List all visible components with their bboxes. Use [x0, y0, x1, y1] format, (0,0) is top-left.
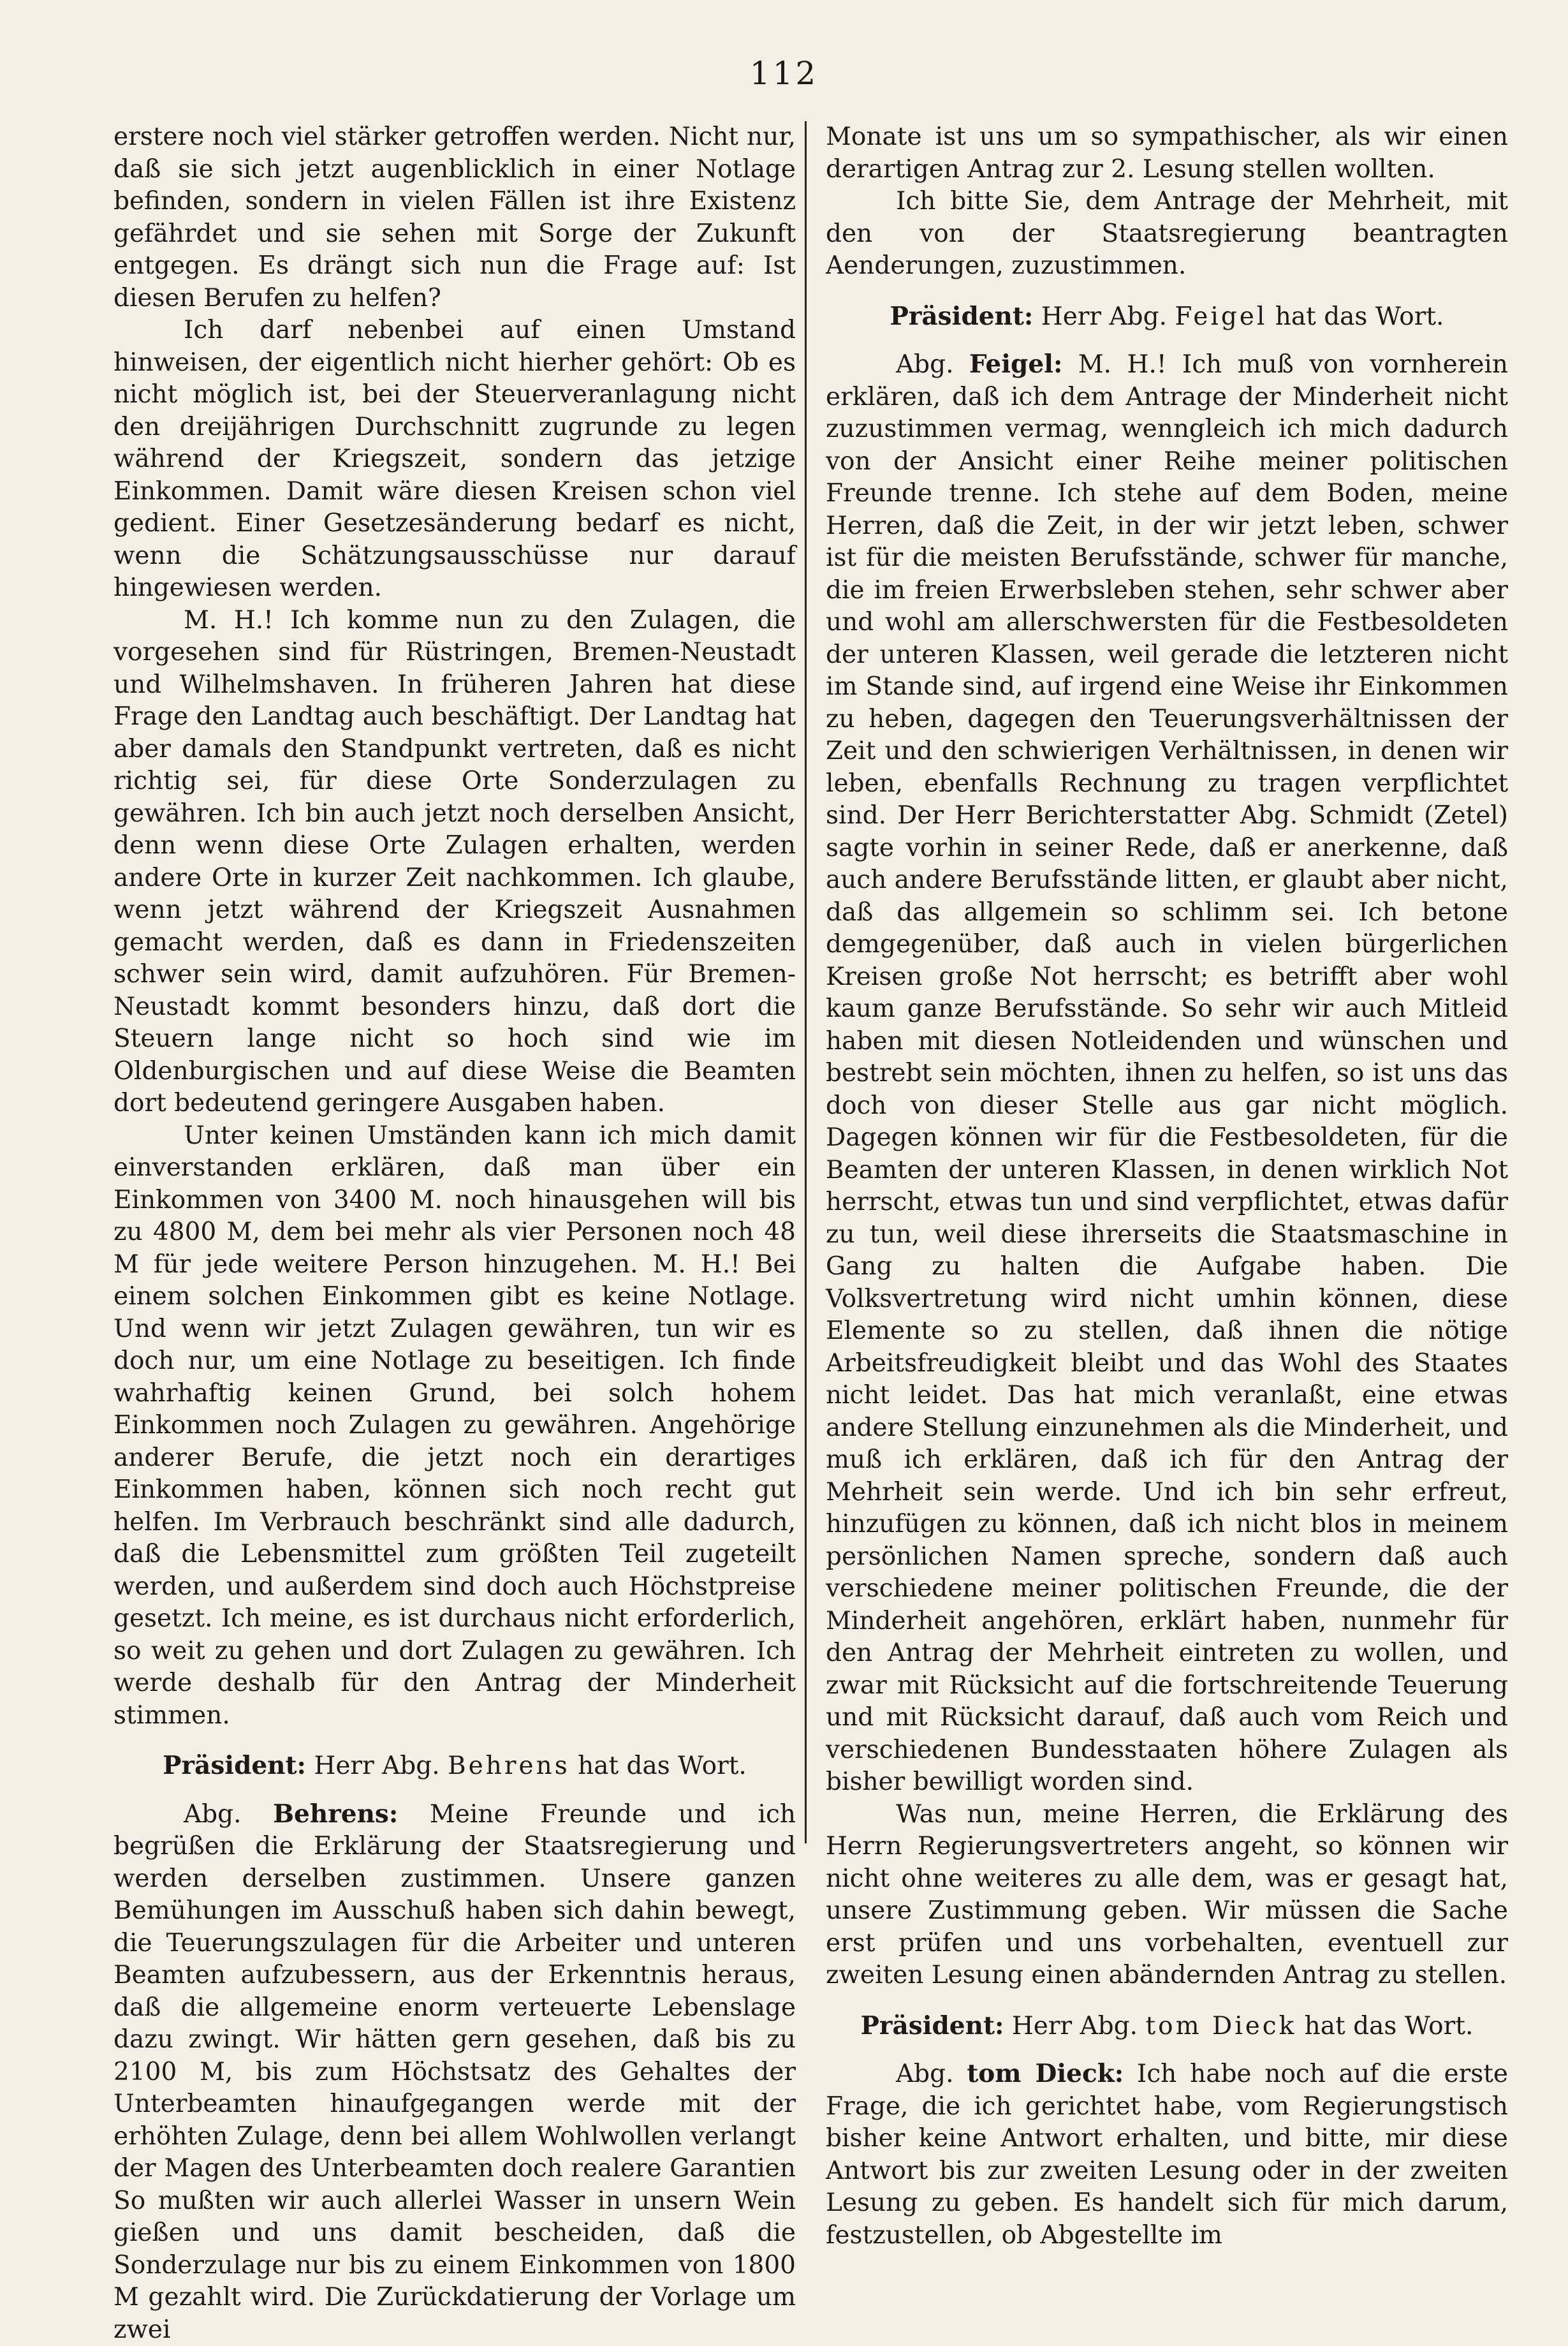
right-column: [826, 121, 1508, 2252]
paragraph: erstere noch viel stärker getroffen werden. Nicht nur, daß sie sich jetzt augenblicklich in einer Notlage befinden, sondern in vielen Fällen ist ihre Existenz gefährdet und sie sehen mit Sorge der Zukunft entgegen. Es drängt sich nun die Frage auf: Ist diesen Berufen zu helfen?: [114, 121, 796, 314]
speaker-announcement: [826, 300, 1508, 334]
speech-speaker-name: Feigel:: [969, 350, 1062, 379]
speaker-tail: hat das Wort.: [1296, 2012, 1473, 2040]
speaker-text: Herr Abg.: [1004, 2012, 1145, 2040]
speaker-announcement: [114, 1750, 796, 1783]
speech-text: Ich habe noch auf die erste Frage, die ich gerichtet habe, vom Regierungstisch bisher keine Antwort erhalten, und bitte, mir diese Antwort bis zur zweiten Lesung oder in der zweiten Lesung zu geben. Es handelt sich für mich darum, festzustellen, ob Abgestellte im: [826, 2060, 1508, 2250]
left-column: [114, 121, 796, 2346]
speech-label: Abg.: [184, 1800, 273, 1829]
column-divider: [805, 121, 807, 1843]
paragraph: Unter keinen Umständen kann ich mich damit einverstanden erklären, daß man über ein Einkommen von 3400 M. noch hinausgehen will bis zu 4800 M, dem bei mehr als vier Personen noch 48 M für jede weitere Person hinzugehen. M. H.! Bei einem solchen Einkommen gibt es keine Notlage. Und wenn wir jetzt Zulagen gewähren, tun wir es doch nur, um eine Notlage zu beseitigen. Ich finde wahrhaftig keinen Grund, bei solch hohem Einkommen noch Zulagen zu gewähren. Angehörige anderer Berufe, die jetzt noch ein derartiges Einkommen haben, können sich noch recht gut helfen. Im Verbrauch beschränkt sind alle dadurch, daß die Lebensmittel zum größten Teil zugeteilt werden, und außerdem sind doch auch Höchstpreise gesetzt. Ich meine, es ist durchaus nicht erforderlich, so weit zu gehen und dort Zulagen zu gewähren. Ich werde deshalb für den Antrag der Minderheit stimmen.: [114, 1120, 796, 1732]
speaker-announcement: [826, 2010, 1508, 2043]
speaker-name: Behrens: [448, 1752, 570, 1780]
speaker-tail: hat das Wort.: [570, 1752, 747, 1780]
speech-paragraph: [826, 348, 1508, 1799]
speech-text: Meine Freunde und ich begrüßen die Erklärung der Staatsregierung und werden derselben zustimmen. Unsere ganzen Bemühungen im Ausschuß haben sich dahin bewegt, die Teuerungszulagen für die Arbeiter und unteren Beamten aufzubessern, aus der Erkenntnis heraus, daß die allgemeine enorm verteuerte Lebenslage dazu zwingt. Wir hätten gern gesehen, daß bis zu 2100 M, bis zum Höchstsatz des Gehaltes der Unterbeamten hinaufgegangen werde mit der erhöhten Zulage, denn bei allem Wohlwollen verlangt der Magen des Unterbeamten doch realere Garantien So mußten wir auch allerlei Wasser in unsern Wein gießen und uns damit bescheiden, daß die Sonderzulage nur bis zu einem Einkommen von 1800 M gezahlt wird. Die Zurückdatierung der Vorlage um zwei: [114, 1800, 796, 2344]
speaker-label: Präsident:: [163, 1751, 306, 1780]
speech-speaker-name: tom Dieck:: [967, 2059, 1124, 2088]
paragraph: Monate ist uns um so sympathischer, als wir einen derartigen Antrag zur 2. Lesung stellen wollten.: [826, 121, 1508, 186]
speaker-name: tom Dieck: [1145, 2012, 1296, 2040]
speaker-tail: hat das Wort.: [1267, 302, 1444, 331]
speech-label: Abg.: [896, 2060, 967, 2088]
speech-text: M. H.! Ich muß von vornherein erklären, daß ich dem Antrage der Minderheit nicht zuzustimmen vermag, wenngleich ich mich dadurch von der Ansicht einer Reihe meiner politischen Freunde trenne. Ich stehe auf dem Boden, meine Herren, daß die Zeit, in der wir jetzt leben, schwer ist für die meisten Berufsstände, schwer für manche, die im freien Erwerbsleben stehen, sehr schwer aber und wohl am allerschwersten für die Festbesoldeten der unteren Klassen, weil gerade die letzteren nicht im Stande sind, auf irgend eine Weise ihr Einkommen zu heben, dagegen den Teuerungsverhältnissen der Zeit und den schwierigen Verhältnissen, in denen wir leben, ebenfalls Rechnung zu tragen verpflichtet sind. Der Herr Berichterstatter Abg. Schmidt (Zetel) sagte vorhin in seiner Rede, daß er anerkenne, daß auch andere Berufsstände litten, er glaubt aber nicht, daß das allgemein so schlimm sei. Ich betone demgegenüber, daß auch in vielen bürgerlichen Kreisen große Not herrscht; es betrifft aber wohl kaum ganze Berufsstände. So sehr wir auch Mitleid haben mit diesen Notleidenden und wünschen und bestrebt sein möchten, ihnen zu helfen, so ist uns das doch von dieser Stelle aus gar nicht möglich. Dagegen können wir für die Festbesoldeten, für die Beamten der unteren Klassen, in denen wirklich Not herrscht, etwas tun und sind verpflichtet, etwas dafür zu tun, weil diese ihrerseits die Staatsmaschine in Gang zu halten die Aufgabe haben. Die Volksvertretung wird nicht umhin können, diese Elemente so zu stellen, daß ihnen die nötige Arbeitsfreudigkeit bleibt und das Wohl des Staates nicht leidet. Das hat mich veranlaßt, eine etwas andere Stellung einzunehmen als die Minderheit, und muß ich erklären, daß ich für den Antrag der Mehrheit sein werde. Und ich bin sehr erfreut, hinzufügen zu können, daß ich nicht blos in meinem persönlichen Namen spreche, sondern daß auch verschiedene meiner politischen Freunde, die der Minderheit angehören, erklärt haben, nunmehr für den Antrag der Mehrheit eintreten zu wollen, und zwar mit Rücksicht auf die fortschreitende Teuerung und mit Rücksicht darauf, daß auch vom Reich und verschiedenen Bundesstaaten höhere Zulagen als bisher bewilligt worden sind.: [826, 350, 1508, 1796]
speech-paragraph: [826, 2058, 1508, 2252]
speech-label: Abg.: [896, 350, 969, 379]
speaker-text: Herr Abg.: [1033, 302, 1175, 331]
speaker-text: Herr Abg.: [306, 1752, 448, 1780]
speech-speaker-name: Behrens:: [273, 1799, 398, 1829]
speaker-label: Präsident:: [890, 302, 1034, 331]
page-number: 112: [0, 55, 1568, 92]
paragraph: Was nun, meine Herren, die Erklärung des Herrn Regierungsvertreters angeht, so können wir nicht ohne weiteres zu alle dem, was er gesagt hat, unsere Zustimmung geben. Wir müssen die Sache erst prüfen und uns vorbehalten, eventuell zur zweiten Lesung einen abändernden Antrag zu stellen.: [826, 1799, 1508, 1992]
speaker-name: Feigel: [1175, 302, 1267, 331]
speaker-label: Präsident:: [861, 2011, 1004, 2040]
speech-paragraph: [114, 1798, 796, 2346]
paragraph: Ich darf nebenbei auf einen Umstand hinweisen, der eigentlich nicht hierher gehört: Ob es nicht möglich ist, bei der Steuerveranlagung nicht den dreijährigen Durchschnitt zugrunde zu legen während der Kriegszeit, sondern das jetzige Einkommen. Damit wäre diesen Kreisen schon viel gedient. Einer Gesetzesänderung bedarf es nicht, wenn die Schätzungsausschüsse nur darauf hingewiesen werden.: [114, 314, 796, 605]
paragraph: Ich bitte Sie, dem Antrage der Mehrheit, mit den von der Staatsregierung beantragten Aenderungen, zuzustimmen.: [826, 186, 1508, 283]
paragraph: M. H.! Ich komme nun zu den Zulagen, die vorgesehen sind für Rüstringen, Bremen-Neustadt und Wilhelmshaven. In früheren Jahren hat diese Frage den Landtag auch beschäftigt. Der Landtag hat aber damals den Standpunkt vertreten, daß es nicht richtig sei, für diese Orte Sonderzulagen zu gewähren. Ich bin auch jetzt noch derselben Ansicht, denn wenn diese Orte Zulagen erhalten, werden andere Orte in kurzer Zeit nachkommen. Ich glaube, wenn jetzt während der Kriegszeit Ausnahmen gemacht werden, daß es dann in Friedenszeiten schwer sein wird, damit aufzuhören. Für Bremen-Neustadt kommt besonders hinzu, daß dort die Steuern lange nicht so hoch sind wie im Oldenburgischen und auf diese Weise die Beamten dort bedeutend geringere Ausgaben haben.: [114, 605, 796, 1120]
